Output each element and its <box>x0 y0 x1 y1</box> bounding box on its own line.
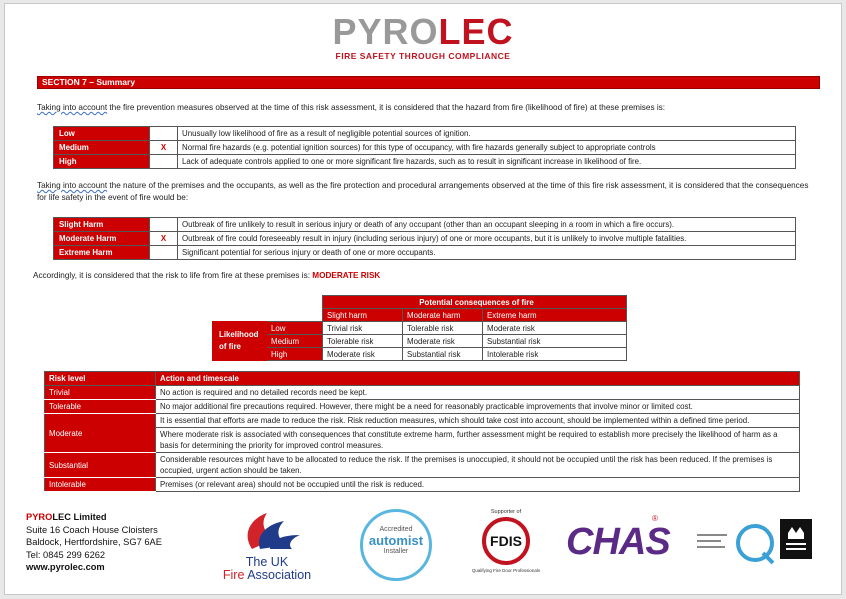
table-row <box>54 246 796 260</box>
action-table <box>44 371 800 492</box>
harm-level: Moderate Harm <box>54 232 150 246</box>
harm-desc: Significant potential for serious injury or death of one or more occupants. <box>178 246 796 260</box>
address-line: Suite 16 Coach House Cloisters <box>26 524 158 535</box>
accreditation-mark <box>695 532 729 550</box>
harm-mark <box>150 218 178 232</box>
company-name: PYROLEC Limited <box>26 512 107 522</box>
hazard-intro: Taking into account the fire prevention measures observed at the time of this risk assessment, it is considered that the hazard from fire (likelihood of fire) at these premises is: <box>37 103 666 112</box>
harm-mark <box>150 246 178 260</box>
risk-action: No action is required and no detailed records need be kept. <box>156 386 800 400</box>
hazard-desc: Unusually low likelihood of fire as a result of negligible potential sources of ignition. <box>178 127 796 141</box>
risk-action: Considerable resources might have to be allocated to reduce the risk. If the premises is unoccupied, it should not be occupied until the risk has been reduced. If the premises is occupied, urgent action should be taken. <box>156 453 800 478</box>
harm-level: Slight Harm <box>54 218 150 232</box>
harm-mark: X <box>150 232 178 246</box>
chas-logo: CHAS ® <box>566 514 670 563</box>
q-mark-icon <box>733 521 777 565</box>
matrix-row-label: Medium <box>267 335 323 348</box>
risk-level: Moderate <box>45 414 156 453</box>
company-address <box>26 511 162 574</box>
logo-pyro: PYRO <box>332 11 439 52</box>
matrix-col-header: Extreme harm <box>483 309 627 322</box>
matrix-cell: Tolerable risk <box>323 335 403 348</box>
harm-level: Extreme Harm <box>54 246 150 260</box>
harm-desc: Outbreak of fire unlikely to result in serious injury or death of any occupant (other than an occupant sleeping in a room in which a fire occurs). <box>178 218 796 232</box>
table-row <box>54 232 796 246</box>
table-row <box>45 414 800 428</box>
uk-fire-association-logo <box>212 509 322 582</box>
harm-desc: Outbreak of fire could foreseeably result in injury (including serious injury) of one or more occupants, but it is unlikely to involve multiple fatalities. <box>178 232 796 246</box>
table-row <box>54 141 796 155</box>
col-header-action: Action and timescale <box>156 372 800 386</box>
matrix-col-header: Slight harm <box>323 309 403 322</box>
table-row <box>45 478 800 492</box>
hazard-mark <box>150 127 178 141</box>
matrix-cell: Substantial risk <box>483 335 627 348</box>
risk-conclusion: Accordingly, it is considered that the risk to life from fire at these premises is: MODERATE RISK <box>33 271 381 280</box>
section-title: SECTION 7 – Summary <box>37 76 820 89</box>
certification-mark <box>780 519 812 559</box>
hazard-desc: Normal fire hazards (e.g. potential ignition sources) for this type of occupancy, with fire hazards generally subject to appropriate controls <box>178 141 796 155</box>
matrix-cell: Moderate risk <box>403 335 483 348</box>
accreditation-icon <box>695 532 729 550</box>
fire-swoosh-icon <box>212 509 322 551</box>
crown-icon <box>780 519 812 559</box>
logo-lec: LEC <box>438 11 514 52</box>
table-row <box>45 400 800 414</box>
table-row <box>45 453 800 478</box>
matrix-header: Potential consequences of fire <box>323 296 627 309</box>
risk-level: Intolerable <box>45 478 156 492</box>
table-row <box>45 386 800 400</box>
col-header-risk-level: Risk level <box>45 372 156 386</box>
matrix-col-header: Moderate harm <box>403 309 483 322</box>
risk-level: Substantial <box>45 453 156 478</box>
table-row <box>54 218 796 232</box>
risk-action: It is essential that efforts are made to reduce the risk. Risk reduction measures, which should take cost into account, should be implemented within a defined time period. <box>156 414 800 428</box>
logo-tagline: FIRE SAFETY THROUGH COMPLIANCE <box>335 51 511 61</box>
hazard-desc: Lack of adequate controls applied to one or more significant fire hazards, such as to result in significant increase in likelihood of fire. <box>178 155 796 169</box>
matrix-row-label: High <box>267 348 323 361</box>
table-header-row <box>45 372 800 386</box>
telephone: Tel: 0845 299 6262 <box>26 549 106 560</box>
likelihood-label: Likelihood of fire <box>213 322 267 361</box>
table-row <box>213 335 627 348</box>
harm-table <box>53 217 796 260</box>
matrix-cell: Trivial risk <box>323 322 403 335</box>
matrix-cell: Intolerable risk <box>483 348 627 361</box>
hazard-table <box>53 126 796 169</box>
hazard-level: Low <box>54 127 150 141</box>
fdis-logo: Supporter of FDIS Qualifying Fire Door Professionals <box>471 509 541 573</box>
quality-q-logo <box>733 521 777 565</box>
risk-level: Trivial <box>45 386 156 400</box>
risk-action: Premises (or relevant area) should not be occupied until the risk is reduced. <box>156 478 800 492</box>
hazard-mark <box>150 155 178 169</box>
hazard-level: Medium <box>54 141 150 155</box>
ukfa-line1: The UK <box>245 555 289 569</box>
website-link[interactable]: www.pyrolec.com <box>26 562 105 572</box>
risk-action: Where moderate risk is associated with consequences that constitute extreme harm, further assessment might be required to establish more precisely the likelihood of harm as a basis for determining the priority for improved control measures. <box>156 428 800 453</box>
risk-action: No major additional fire precautions required. However, there might be a need for reasonably practicable improvements that involve minor or limited cost. <box>156 400 800 414</box>
automist-badge: Accredited automist Installer <box>360 509 432 581</box>
table-row <box>45 428 800 453</box>
matrix-cell: Substantial risk <box>403 348 483 361</box>
hazard-level: High <box>54 155 150 169</box>
risk-matrix <box>212 295 627 361</box>
table-row <box>213 348 627 361</box>
pyrolec-logo <box>0 11 846 61</box>
matrix-row-label: Low <box>267 322 323 335</box>
fdis-seal: FDIS <box>482 517 530 565</box>
harm-intro: Taking into account the nature of the premises and the occupants, as well as the fire protection and procedural arrangements observed at the time of this fire risk assessment, it is considered that the consequences for life safety in the event of fire would be: <box>37 181 809 202</box>
table-row <box>54 127 796 141</box>
hazard-mark: X <box>150 141 178 155</box>
matrix-cell: Moderate risk <box>483 322 627 335</box>
address-line: Baldock, Hertfordshire, SG7 6AE <box>26 537 162 547</box>
table-row <box>213 322 627 335</box>
risk-level: Tolerable <box>45 400 156 414</box>
matrix-cell: Tolerable risk <box>403 322 483 335</box>
table-row <box>54 155 796 169</box>
matrix-cell: Moderate risk <box>323 348 403 361</box>
ukfa-line2: Fire Association <box>222 568 312 582</box>
overall-risk: MODERATE RISK <box>312 271 381 280</box>
